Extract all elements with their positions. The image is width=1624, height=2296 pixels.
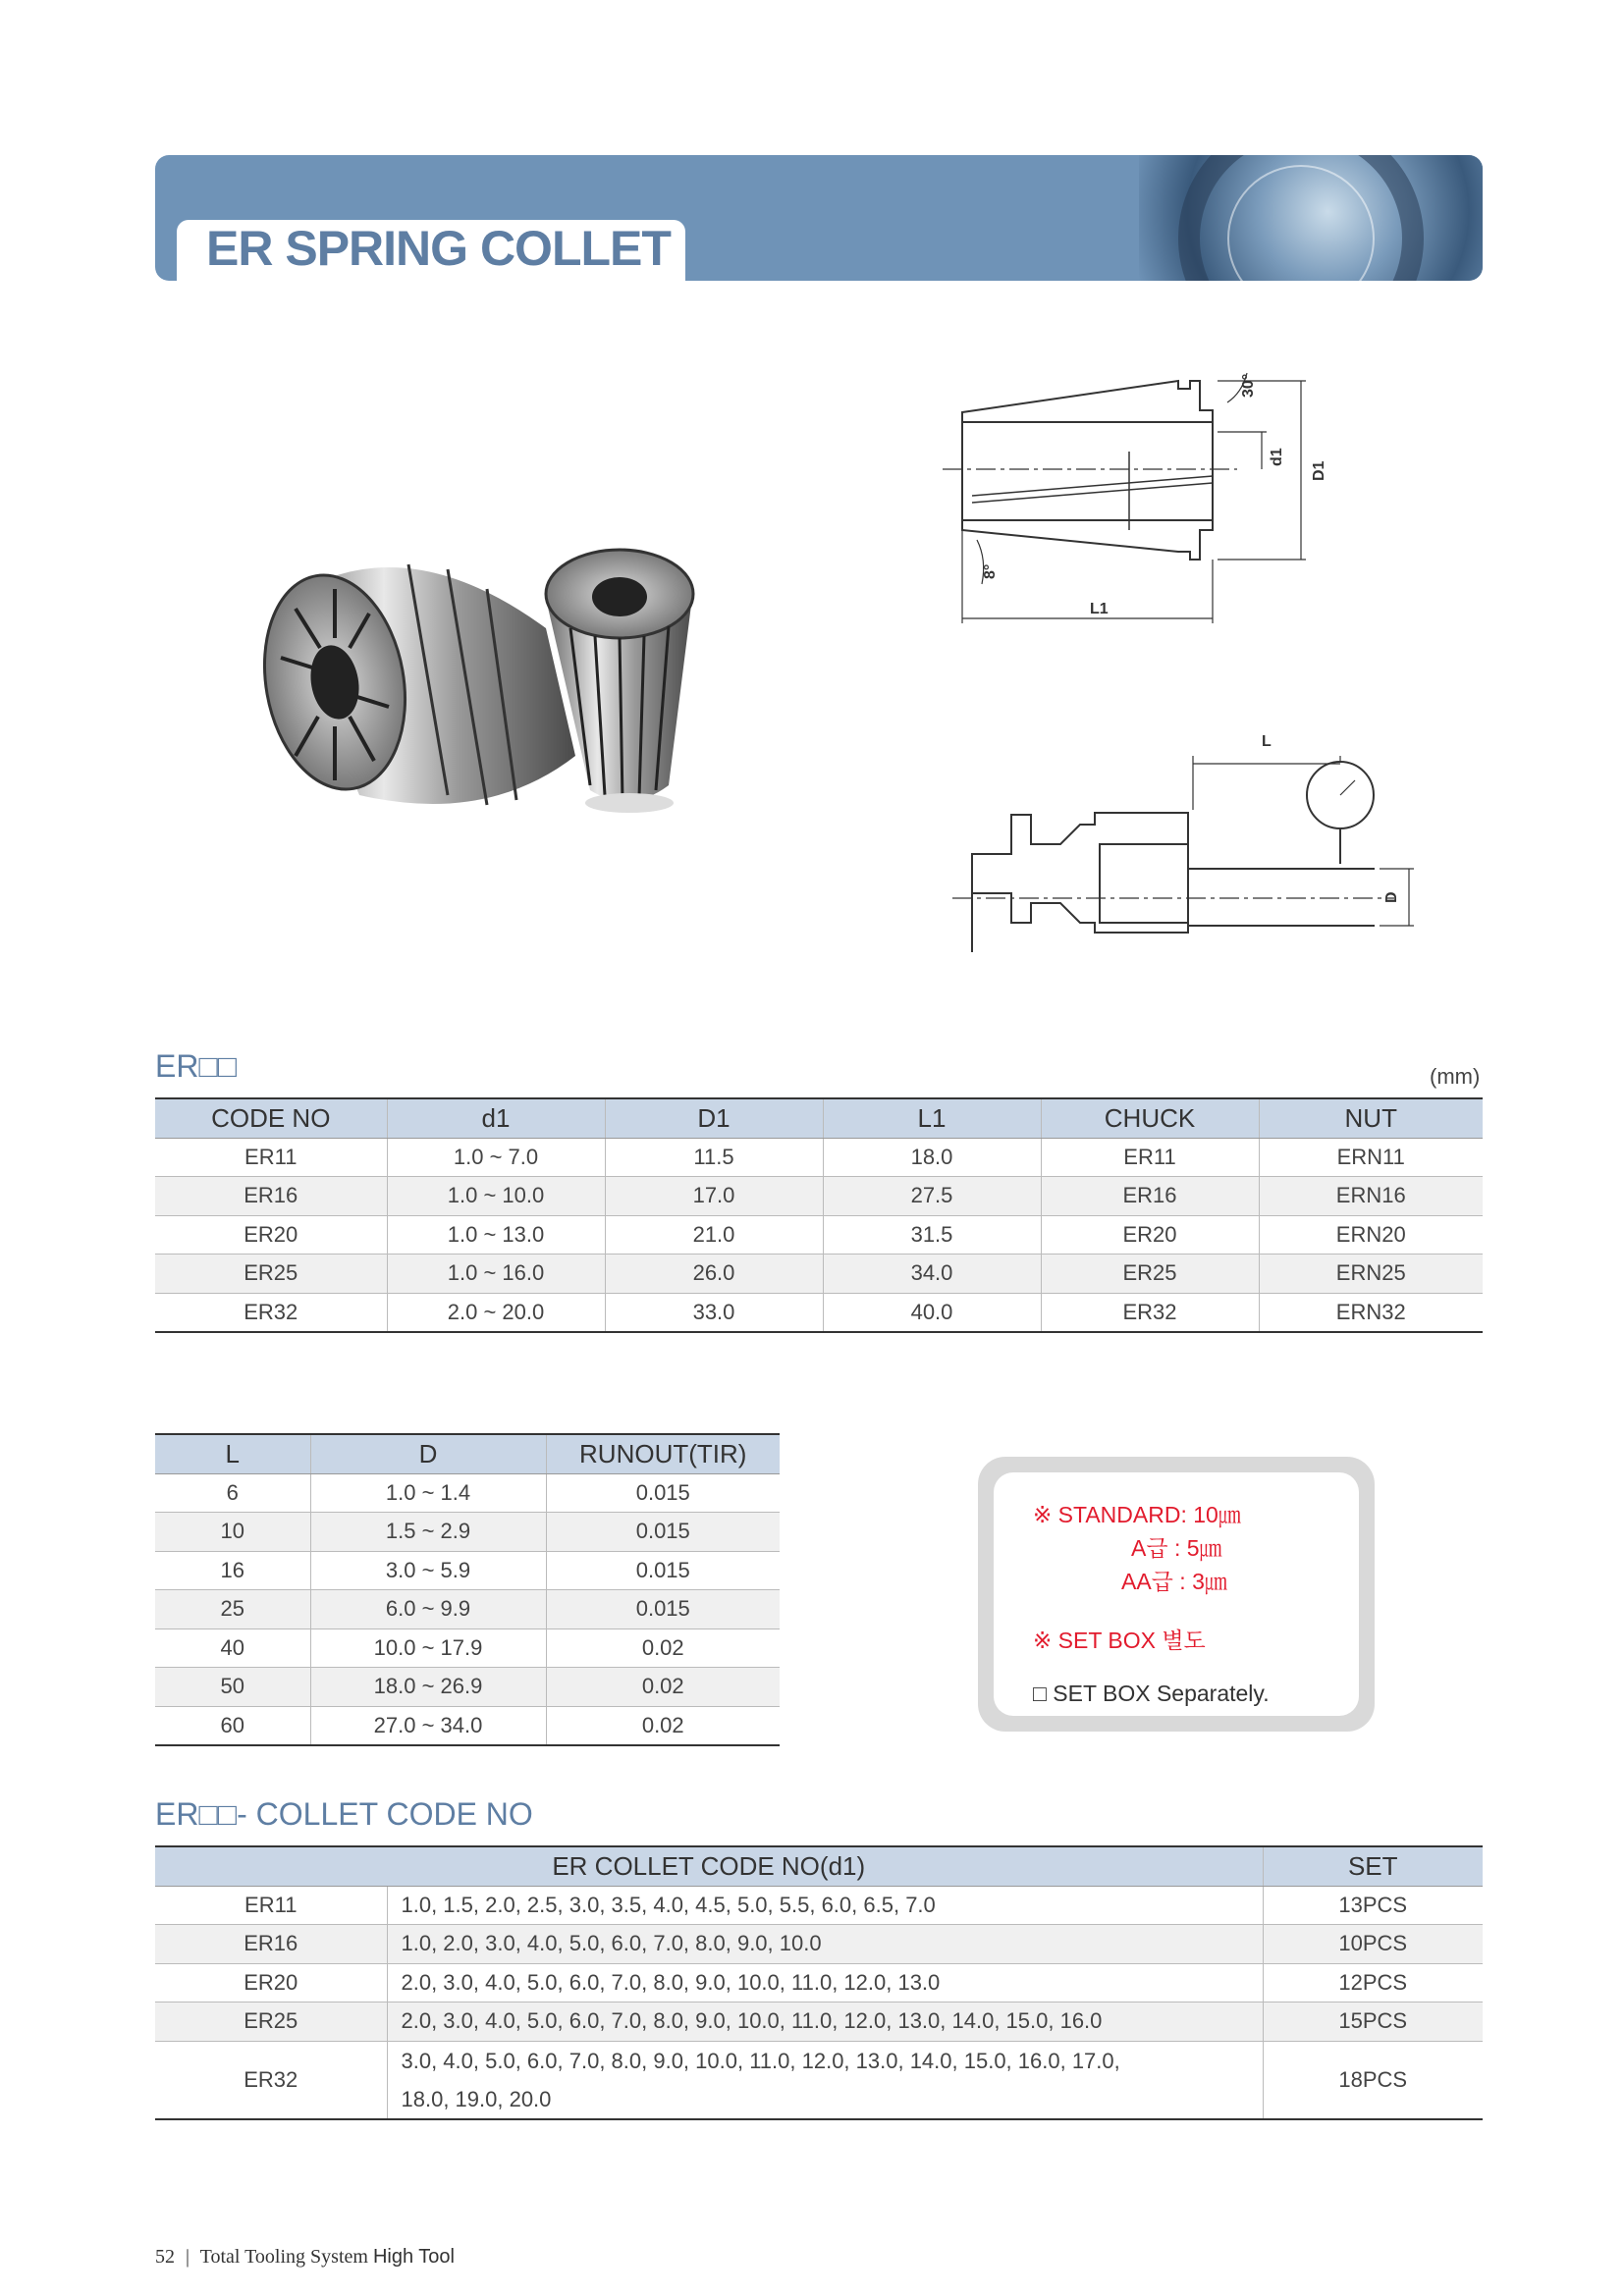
table-cell: 40.0: [823, 1293, 1041, 1332]
table-cell: 2.0, 3.0, 4.0, 5.0, 6.0, 7.0, 8.0, 9.0, 10.0, 11.0, 12.0, 13.0: [387, 1963, 1263, 2002]
set-box-note-en: □ SET BOX Separately.: [1033, 1681, 1270, 1706]
table-cell: ER11: [155, 1138, 387, 1177]
unit-label: (mm): [1430, 1064, 1481, 1089]
col-header: D1: [605, 1098, 823, 1138]
collet-photo: [251, 510, 762, 825]
table-row: [155, 1255, 1483, 1294]
table-cell: 1.0 ~ 16.0: [387, 1255, 605, 1294]
collet-dimension-drawing: [933, 363, 1404, 658]
table-cell: 15PCS: [1263, 2002, 1483, 2042]
footer-brand: High Tool: [372, 2246, 455, 2268]
table-cell: ER16: [1041, 1177, 1259, 1216]
table-row: [155, 1177, 1483, 1216]
table-cell: ERN16: [1259, 1177, 1483, 1216]
table-cell: 6: [155, 1473, 310, 1513]
aa-grade-note: AA급 : 3㎛: [1121, 1569, 1227, 1594]
table-row: [155, 1215, 1483, 1255]
table-row: [155, 1963, 1483, 2002]
note-box: [978, 1457, 1375, 1732]
table-cell: ER11: [155, 1886, 387, 1925]
collet-code-table: [155, 1845, 1483, 2120]
table-cell: 1.0, 2.0, 3.0, 4.0, 5.0, 6.0, 7.0, 8.0, 9.0, 10.0: [387, 1925, 1263, 1964]
col-header: CHUCK: [1041, 1098, 1259, 1138]
table-cell: ERN25: [1259, 1255, 1483, 1294]
table-cell: 34.0: [823, 1255, 1041, 1294]
table-cell: ERN20: [1259, 1215, 1483, 1255]
svg-text:d1: d1: [1269, 448, 1285, 466]
table-cell: 18.0 ~ 26.9: [310, 1668, 546, 1707]
table-cell: ER20: [155, 1215, 387, 1255]
section2-title: ER□□- COLLET CODE NO: [155, 1796, 533, 1832]
table-cell: 60: [155, 1706, 310, 1745]
col-header: NUT: [1259, 1098, 1483, 1138]
svg-text:L1: L1: [1090, 601, 1109, 617]
table-cell: 1.0 ~ 7.0: [387, 1138, 605, 1177]
note-content: [994, 1472, 1359, 1716]
table-cell: 0.015: [546, 1473, 780, 1513]
table-row: [155, 1706, 780, 1745]
table-cell: 10: [155, 1513, 310, 1552]
table-cell: 3.0 ~ 5.9: [310, 1551, 546, 1590]
table-cell: 2.0, 3.0, 4.0, 5.0, 6.0, 7.0, 8.0, 9.0, 10.0, 11.0, 12.0, 13.0, 14.0, 15.0, 16.0: [387, 2002, 1263, 2042]
table-row: [155, 1668, 780, 1707]
banner-photo: [1139, 155, 1483, 281]
runout-table: [155, 1433, 780, 1746]
table-cell: 1.0 ~ 13.0: [387, 1215, 605, 1255]
footer-separator: |: [186, 2246, 190, 2268]
table-cell: 10PCS: [1263, 1925, 1483, 1964]
col-header: ER COLLET CODE NO(d1): [155, 1846, 1263, 1886]
table-cell: ERN32: [1259, 1293, 1483, 1332]
table-row: [155, 1138, 1483, 1177]
table-cell: 12PCS: [1263, 1963, 1483, 2002]
a-grade-note: A급 : 5㎛: [1131, 1535, 1222, 1561]
table-cell: ER25: [1041, 1255, 1259, 1294]
table-cell: 17.0: [605, 1177, 823, 1216]
table-cell: 13PCS: [1263, 1886, 1483, 1925]
table-cell: 0.02: [546, 1629, 780, 1668]
col-header: L: [155, 1434, 310, 1473]
table-cell: ERN11: [1259, 1138, 1483, 1177]
svg-text:8°: 8°: [982, 563, 999, 579]
page-title: ER SPRING COLLET: [206, 221, 671, 276]
table-cell: 1.0 ~ 1.4: [310, 1473, 546, 1513]
table-cell: 50: [155, 1668, 310, 1707]
table-cell: 25: [155, 1590, 310, 1629]
table-cell: ER32: [1041, 1293, 1259, 1332]
table-row: [155, 2041, 1483, 2119]
table-cell: 0.015: [546, 1590, 780, 1629]
table-cell: 1.5 ~ 2.9: [310, 1513, 546, 1552]
col-header: RUNOUT(TIR): [546, 1434, 780, 1473]
table-cell: ER20: [155, 1963, 387, 2002]
table-cell: 16: [155, 1551, 310, 1590]
table-cell: ER16: [155, 1925, 387, 1964]
svg-text:30°: 30°: [1240, 373, 1257, 398]
page-number: 52: [155, 2246, 175, 2268]
table-cell: ER25: [155, 1255, 387, 1294]
table-row: [155, 1513, 780, 1552]
runout-measurement-drawing: [933, 726, 1424, 1001]
table-row: [155, 1551, 780, 1590]
footer: [155, 2246, 455, 2269]
table-cell: 2.0 ~ 20.0: [387, 1293, 605, 1332]
table-cell: ER32: [155, 2041, 387, 2119]
table-row: [155, 1886, 1483, 1925]
table-cell: 31.5: [823, 1215, 1041, 1255]
table-cell: 21.0: [605, 1215, 823, 1255]
table-cell: 0.02: [546, 1668, 780, 1707]
col-header: CODE NO: [155, 1098, 387, 1138]
collet-spec-table: [155, 1097, 1483, 1333]
table-cell: 6.0 ~ 9.9: [310, 1590, 546, 1629]
table-cell: 1.0, 1.5, 2.0, 2.5, 3.0, 3.5, 4.0, 4.5, 5.0, 5.5, 6.0, 6.5, 7.0: [387, 1886, 1263, 1925]
table-row: [155, 1293, 1483, 1332]
svg-text:L: L: [1262, 733, 1272, 750]
table-cell: 0.02: [546, 1706, 780, 1745]
table-cell: 1.0 ~ 10.0: [387, 1177, 605, 1216]
svg-text:D: D: [1383, 891, 1400, 903]
svg-text:D1: D1: [1311, 460, 1327, 481]
table-cell: ER32: [155, 1293, 387, 1332]
table-cell: 11.5: [605, 1138, 823, 1177]
table-row: [155, 2002, 1483, 2042]
cell-line: 3.0, 4.0, 5.0, 6.0, 7.0, 8.0, 9.0, 10.0, 11.0, 12.0, 13.0, 14.0, 15.0, 16.0, 17.0,: [401, 2048, 1120, 2073]
table-cell: 18PCS: [1263, 2041, 1483, 2119]
col-header: D: [310, 1434, 546, 1473]
table-cell: 40: [155, 1629, 310, 1668]
table-row: [155, 1629, 780, 1668]
set-box-note-kr: ※ SET BOX 별도: [1033, 1628, 1206, 1653]
table-cell: ER25: [155, 2002, 387, 2042]
standard-note: ※ STANDARD: 10㎛: [1033, 1502, 1241, 1527]
table-cell: 27.0 ~ 34.0: [310, 1706, 546, 1745]
table-cell: 10.0 ~ 17.9: [310, 1629, 546, 1668]
table-cell: ER11: [1041, 1138, 1259, 1177]
table-row: [155, 1590, 780, 1629]
col-header: L1: [823, 1098, 1041, 1138]
table-cell: 18.0: [823, 1138, 1041, 1177]
footer-text: Total Tooling System: [199, 2246, 368, 2268]
col-header: SET: [1263, 1846, 1483, 1886]
table-cell: ER20: [1041, 1215, 1259, 1255]
table-row: [155, 1473, 780, 1513]
table-cell: 26.0: [605, 1255, 823, 1294]
table-cell: 27.5: [823, 1177, 1041, 1216]
table-cell: 0.015: [546, 1513, 780, 1552]
table-cell: 0.015: [546, 1551, 780, 1590]
col-header: d1: [387, 1098, 605, 1138]
table-row: [155, 1925, 1483, 1964]
section1-title: ER□□: [155, 1048, 238, 1084]
cell-line: 18.0, 19.0, 20.0: [401, 2086, 552, 2111]
table-cell: ER16: [155, 1177, 387, 1216]
table-cell: [387, 2041, 1263, 2119]
table-cell: 33.0: [605, 1293, 823, 1332]
